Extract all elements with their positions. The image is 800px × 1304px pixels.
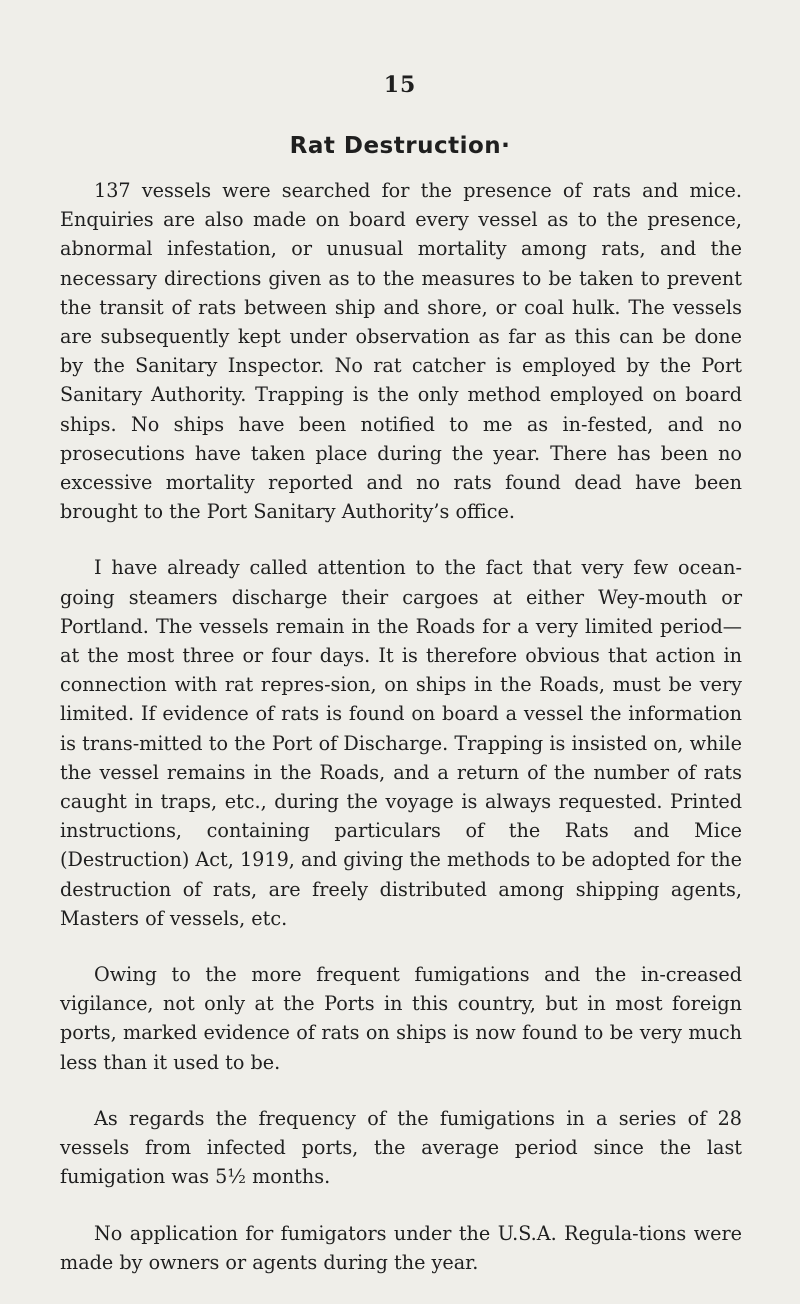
paragraph-fumigation-frequency: As regards the frequency of the fumigations in a series of 28 vessels from infected ports, the average period since the last fumigation was 5½ months.	[60, 1106, 742, 1189]
paragraph-rat-searches: 137 vessels were searched for the presence of rats and mice. Enquiries are also made on board every vessel as to the presence, abnormal infestation, or unusual mortality among rats, and the necessary directions given as to the measures to be taken to prevent the transit of rats between ship and shore, or coal hulk. The vessels are subsequently kept under observation as far as this can be done by the Sanitary Inspector. No rat catcher is employed by the Port Sanitary Authority. Trapping is the only method employed on board ships. No ships have been notified to me as in-fested, and no prosecutions have taken place during the year. There has been no excessive mortality reported and no rats found dead have been brought to the Port Sanitary Authority’s office.	[60, 179, 742, 524]
body-text	[60, 176, 742, 1304]
paragraph-fumigator-applications: No application for fumigators under the U.S.A. Regula-tions were made by owners or agents during the year.	[60, 1221, 742, 1274]
page-number: 15	[383, 72, 417, 98]
section-heading: Rat Destruction·	[289, 133, 511, 159]
paragraph-ocean-going-steamers: I have already called attention to the fact that very few ocean-going steamers discharge their cargoes at either Wey-mouth or Portland. The vessels remain in the Roads for a very limited period—at the most three or four days. It is therefore obvious that action in connection with rat repres-sion, on ships in the Roads, must be very limited. If evidence of rats is found on board a vessel the information is trans-mitted to the Port of Discharge. Trapping is insisted on, while the vessel remains in the Roads, and a return of the number of rats caught in traps, etc., during the voyage is always requested. Printed instructions, containing particulars of the Rats and Mice (Destruction) Act, 1919, and giving the methods to be adopted for the destruction of rats, are freely distributed among shipping agents, Masters of vessels, etc.	[60, 556, 742, 930]
paragraph-fumigations-vigilance: Owing to the more frequent fumigations and the in-creased vigilance, not only at the Ports in this country, but in most foreign ports, marked evidence of rats on ships is now found to be very much less than it used to be.	[60, 963, 742, 1074]
